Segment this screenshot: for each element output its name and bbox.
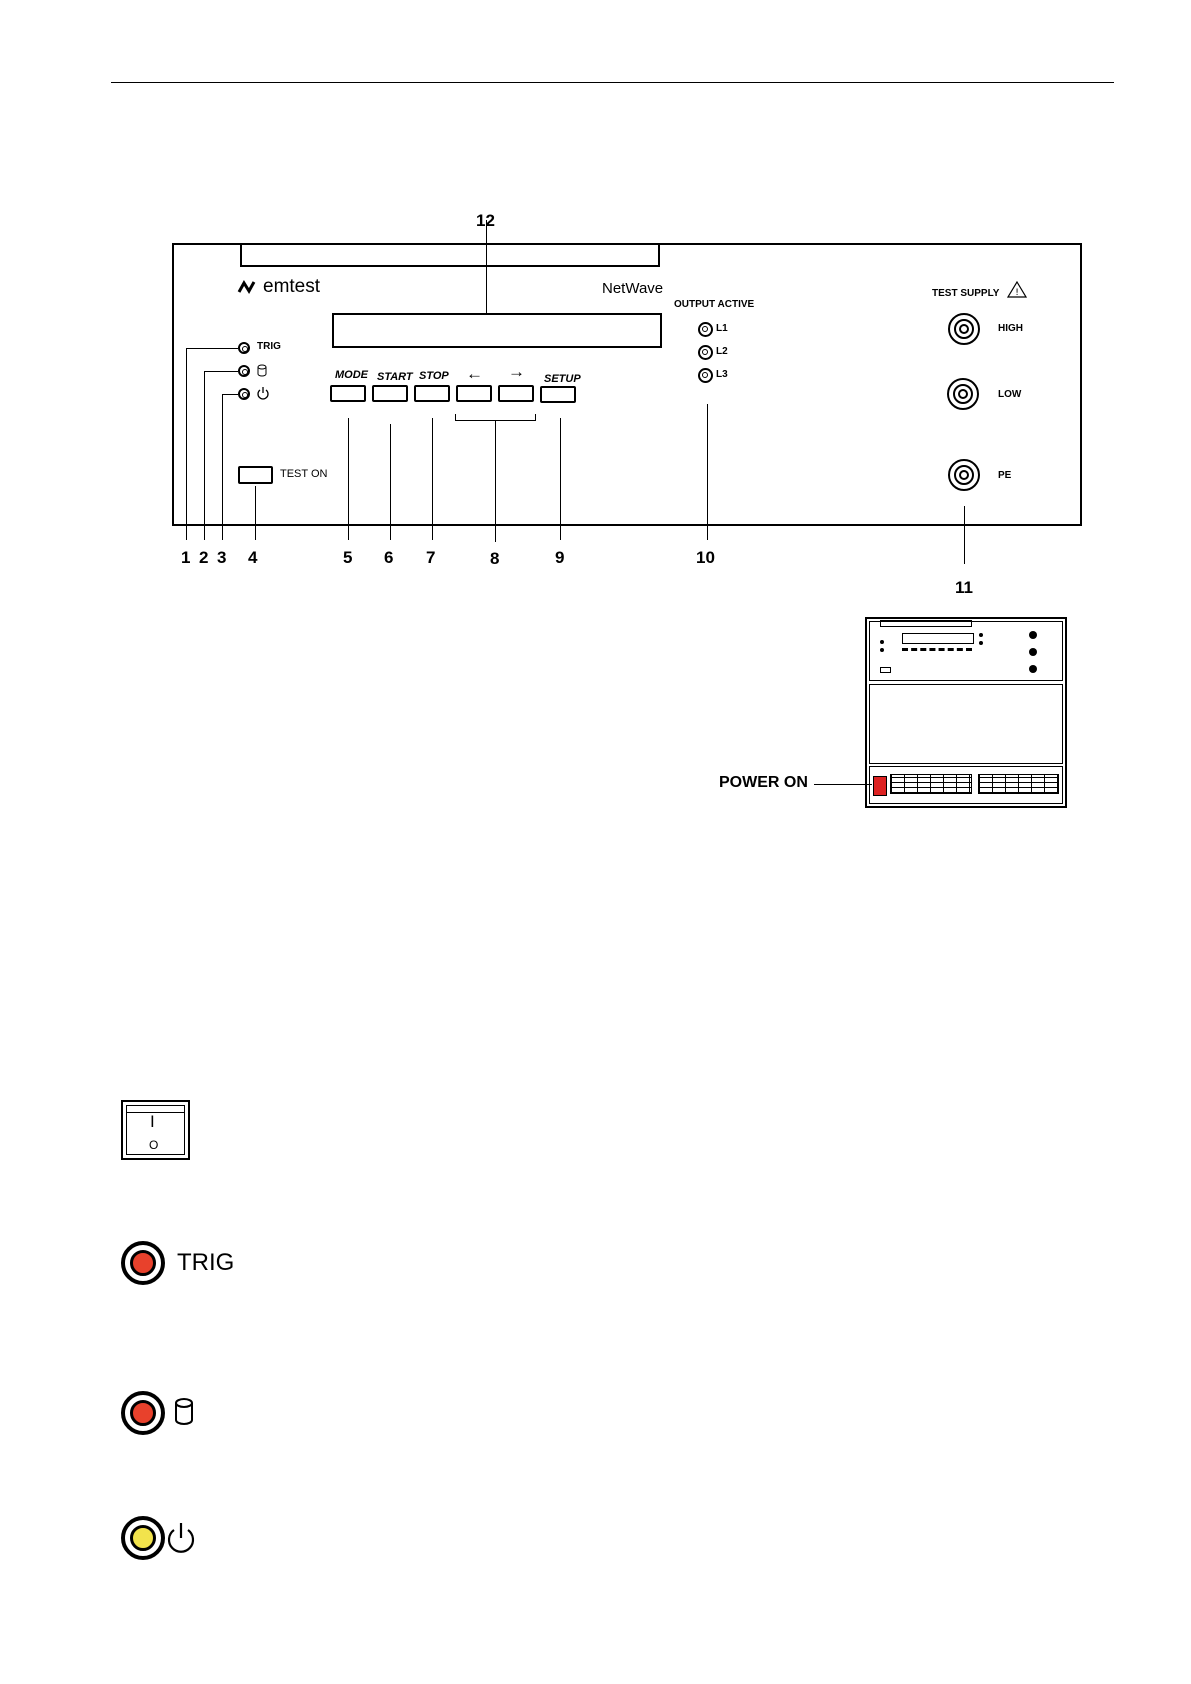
mode-key-label: MODE	[335, 369, 368, 381]
right-arrow-icon: →	[508, 362, 525, 381]
callout-6: 6	[384, 548, 394, 567]
bracket-8-r	[535, 414, 536, 420]
thumbnail-jack-1	[1029, 631, 1037, 639]
pe-jack[interactable]	[948, 459, 980, 491]
thumbnail-leds	[880, 640, 889, 652]
stop-key-label: STOP	[419, 370, 449, 382]
setup-key-label: SETUP	[544, 373, 581, 385]
leader-11	[964, 506, 965, 564]
leader-1-v	[186, 348, 187, 540]
trig-led-fill	[130, 1250, 156, 1276]
leader-4	[255, 486, 256, 540]
thumbnail-output-leds	[979, 633, 987, 645]
panel-slot	[240, 243, 660, 267]
l3-label: L3	[716, 369, 728, 380]
mode-button[interactable]	[330, 385, 366, 402]
storage-led-large-icon	[121, 1391, 165, 1435]
leader-10	[707, 404, 708, 540]
pe-label: PE	[998, 470, 1012, 481]
test-on-button[interactable]	[238, 466, 273, 484]
callout-10: 10	[696, 548, 715, 567]
model-name: NetWave	[602, 280, 664, 297]
l2-label: L2	[716, 346, 728, 357]
leader-9	[560, 418, 561, 540]
start-button[interactable]	[372, 385, 408, 402]
switch-on-symbol: I	[150, 1112, 155, 1131]
switch-divider	[126, 1112, 185, 1113]
switch-off-symbol: O	[149, 1138, 159, 1152]
leader-5	[348, 418, 349, 540]
vent-grill-right	[978, 774, 1059, 794]
power-led-large-icon	[121, 1516, 165, 1560]
low-jack[interactable]	[947, 378, 979, 410]
trig-legend-label: TRIG	[177, 1249, 235, 1276]
thumbnail-display	[902, 633, 974, 644]
test-on-label: TEST ON	[280, 468, 328, 480]
thumbnail-keys	[902, 648, 972, 654]
power-icon	[256, 386, 270, 400]
thumbnail-test-on	[880, 667, 891, 673]
l1-label: L1	[716, 323, 728, 334]
left-button[interactable]	[456, 385, 492, 402]
header-rule	[111, 82, 1114, 83]
leader-3	[222, 394, 238, 395]
setup-button[interactable]	[540, 386, 576, 403]
leader-7	[432, 418, 433, 540]
leader-12	[486, 220, 487, 314]
leader-2	[204, 371, 238, 372]
storage-large-icon	[173, 1397, 195, 1427]
power-large-icon	[165, 1521, 197, 1555]
low-label: LOW	[998, 389, 1022, 400]
trig-label: TRIG	[257, 341, 281, 352]
callout-9: 9	[555, 548, 565, 567]
power-switch-icon[interactable]	[873, 776, 887, 796]
brand-logo	[237, 276, 320, 298]
callout-3: 3	[217, 548, 227, 567]
leader-6	[390, 424, 391, 540]
leader-1	[186, 348, 238, 349]
trig-led-icon	[238, 342, 250, 354]
callout-1: 1	[181, 548, 191, 567]
leader-3-v	[222, 394, 223, 540]
right-button[interactable]	[498, 385, 534, 402]
emtest-logo-icon	[237, 280, 259, 294]
vent-grill-left	[890, 774, 972, 794]
storage-icon	[257, 364, 267, 377]
thumbnail-slot	[880, 620, 972, 627]
brand-name: emtest	[263, 276, 321, 297]
trig-led-large-icon	[121, 1241, 165, 1285]
panel-display	[332, 313, 662, 348]
test-supply-label: TEST SUPPLY	[932, 288, 1000, 299]
svg-text:!: !	[1015, 288, 1019, 298]
callout-5: 5	[343, 548, 353, 567]
thumbnail-jack-2	[1029, 648, 1037, 656]
callout-8: 8	[490, 549, 500, 568]
callout-7: 7	[426, 548, 436, 567]
start-key-label: START	[377, 371, 413, 383]
callout-12: 12	[476, 211, 495, 230]
leader-8	[495, 420, 496, 542]
storage-led-icon	[238, 365, 250, 377]
high-label: HIGH	[998, 323, 1023, 334]
storage-led-fill	[130, 1400, 156, 1426]
power-on-leader	[814, 784, 872, 785]
thumbnail-jack-3	[1029, 665, 1037, 673]
thumbnail-middle-panel	[869, 684, 1063, 764]
output-active-label: OUTPUT ACTIVE	[674, 299, 755, 310]
callout-4: 4	[248, 548, 258, 567]
callout-2: 2	[199, 548, 209, 567]
l2-led-icon	[698, 345, 713, 360]
stop-button[interactable]	[414, 385, 450, 402]
l1-led-icon	[698, 322, 713, 337]
power-on-label: POWER ON	[719, 774, 808, 791]
l3-led-icon	[698, 368, 713, 383]
high-jack[interactable]	[948, 313, 980, 345]
warning-icon	[1007, 281, 1027, 298]
power-led-icon	[238, 388, 250, 400]
leader-2-v	[204, 371, 205, 540]
bracket-8-l	[455, 414, 456, 420]
left-arrow-icon: ←	[466, 364, 483, 383]
callout-11: 11	[955, 578, 973, 597]
power-led-fill	[130, 1525, 156, 1551]
